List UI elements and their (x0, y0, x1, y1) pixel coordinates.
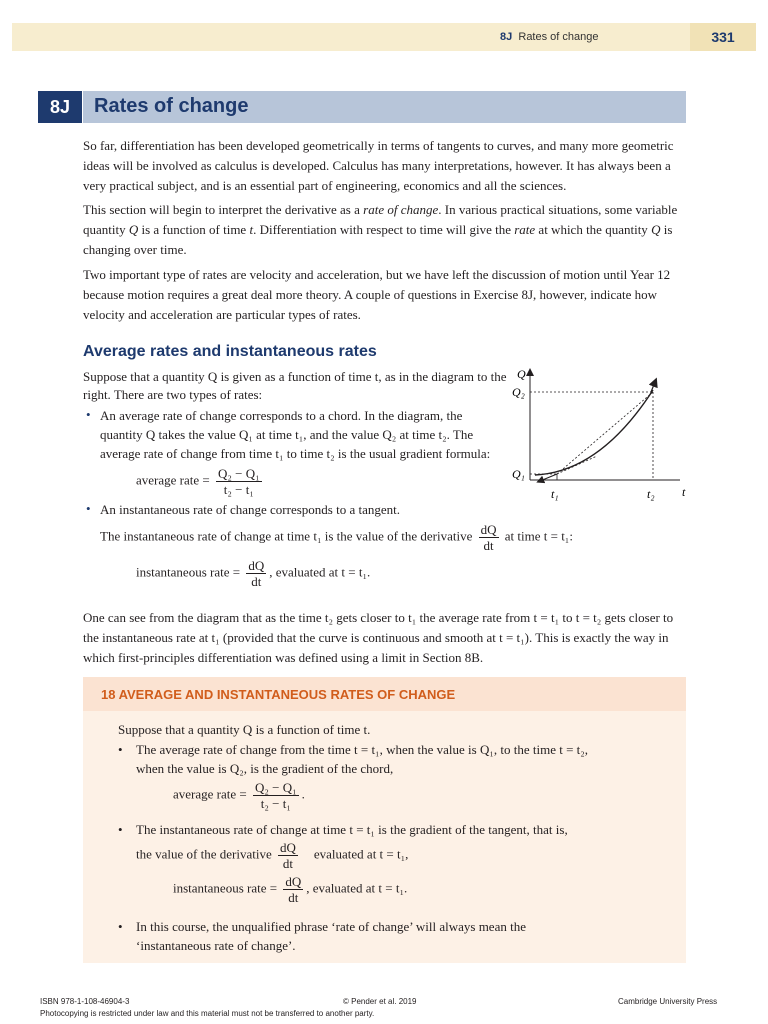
instantaneous-rate-label: instantaneous rate = (136, 564, 241, 580)
p2-text-f: is changing over time. (83, 222, 673, 257)
section-tag: 8J (38, 91, 82, 123)
box-derivative-fraction (278, 840, 298, 871)
p2-text-c: is a function of time (138, 222, 250, 237)
box-bullet-1-marker: • (118, 742, 123, 757)
running-header-name: Rates of change (518, 31, 599, 43)
p2-text-b: . In various practical situations, some variable quantity (83, 202, 678, 237)
box-derivative-line (136, 840, 408, 871)
p2-text-a: This section will begin to interpret the derivative as a (83, 202, 364, 217)
bullet-1-line-3: average rate of change from time t₁ to time t₂ is the usual gradient formula: (100, 446, 491, 461)
inst-line-text-a: The instantaneous rate of change at time t₁ is the value of the derivative (100, 528, 473, 544)
box-bullet-2-line-1: The instantaneous rate of change at time t = t₁ is the gradient of the tangent, that is, (136, 822, 568, 837)
dt-denominator: dt (288, 890, 299, 905)
dq-numerator: dQ (285, 874, 302, 889)
bullet-marker-2: • (86, 501, 91, 516)
q1-label: Q₁ (512, 467, 525, 481)
box-bullet-1-line-1: The average rate of change from the time t = t₁, when the value is Q₁, to the time t = t₂, (136, 742, 589, 757)
instantaneous-fraction (246, 558, 266, 589)
fraction-denominator: t₂ − t₁ (260, 796, 291, 811)
box-derivative-text: the value of the derivative (136, 846, 272, 862)
fraction-denominator: t₂ − t₁ (223, 482, 254, 497)
box-instantaneous-formula (173, 874, 407, 905)
rate-diagram (505, 362, 695, 507)
q-axis-label: Q (517, 367, 526, 381)
t2-label: t₂ (647, 487, 655, 501)
fraction-numerator: Q₂ − Q₁ (254, 780, 297, 795)
derivative-fraction (479, 522, 499, 553)
p2-text-e: at which the quantity (535, 222, 652, 237)
inst-line-text-b: at time t = t₁: (504, 528, 573, 544)
bullet-2-text: An instantaneous rate of change corresponds to a tangent. (100, 502, 400, 517)
intro-paragraph-1: So far, differentiation has been developed geometrically in terms of tangents to curves, and many more geometric ideas will be involved as calculus is developed. Calculus has many interpretations, however. It has always been a very practical subject, and is an essential part of engineering, economics and all the sciences. (83, 138, 674, 193)
box-bullet-3-marker: • (118, 919, 123, 934)
dq-numerator: dQ (279, 840, 296, 855)
box-instantaneous-fraction (283, 874, 303, 905)
running-header-code: 8J (500, 31, 513, 43)
average-rate-fraction (216, 466, 262, 497)
intro-paragraph-2: This section will begin to interpret the derivative as a rate of change. In various practical situations, some variable quantity Q is a function of time t. Differentiation with respect to time will give the rate at which the quantity Q is changing over time. (83, 202, 678, 257)
chord (557, 392, 653, 474)
box-derivative-eval: evaluated at t = t₁, (313, 846, 409, 862)
p2-text-d: . Differentiation with respect to time will give the (253, 222, 515, 237)
box-instantaneous-eval: , evaluated at t = t₁. (306, 880, 408, 896)
running-header-section (500, 31, 599, 43)
dq-numerator: dQ (480, 522, 497, 537)
subsection-closing-paragraph: One can see from the diagram that as the time t₂ gets closer to t₁ the average rate from t = t₁ to t = t₂ gets closer to the instantaneous rate at t₁ (provided that the curve is continuous and smooth at t = t₁). This is exactly the way in which first-principles differentiation was defined using a limit in Section 8B. (83, 610, 674, 665)
page-number: 331 (711, 29, 735, 45)
box-average-fraction (253, 780, 299, 811)
q2-label: Q₂ (512, 385, 525, 399)
box-bullet-3-line-1: In this course, the unqualified phrase ‘rate of change’ will always mean the (136, 919, 526, 934)
bullet-marker-1: • (86, 407, 91, 422)
box-bullet-2-marker: • (118, 822, 123, 837)
box-bullet-3-line-2: ‘instantaneous rate of change’. (136, 938, 296, 953)
p2-emphasis-rate-of-change: rate of change (363, 202, 439, 217)
footer-copyright: © Pender et al. 2019 (343, 997, 417, 1006)
subsection-line-1: Suppose that a quantity Q is given as a function of time t, as in the diagram to the (83, 369, 507, 384)
footer-publisher: Cambridge University Press (618, 997, 718, 1006)
average-rate-label: average rate = (136, 472, 210, 488)
instantaneous-rate-formula (136, 558, 370, 589)
dt-denominator: dt (483, 538, 494, 553)
t1-label: t₁ (551, 487, 559, 501)
dt-denominator: dt (282, 856, 293, 871)
instantaneous-eval: , evaluated at t = t₁. (269, 564, 371, 580)
p2-emphasis-rate: rate (514, 222, 536, 237)
box-line-1: Suppose that a quantity Q is a function of time t. (118, 722, 371, 737)
function-curve (535, 390, 653, 475)
bullet-1-line-1: An average rate of change corresponds to a chord. In the diagram, the (100, 408, 463, 423)
tangent (557, 456, 597, 474)
footer-isbn: ISBN 978-1-108-46904-3 (40, 997, 130, 1006)
dq-numerator: dQ (248, 558, 265, 573)
footer-notice: Photocopying is restricted under law and this material must not be transferred to another party. (40, 1009, 375, 1018)
box-bullet-1-line-2: when the value is Q₂, is the gradient of the chord, (136, 761, 394, 776)
section-title: Rates of change (94, 95, 249, 117)
fraction-numerator: Q₂ − Q₁ (217, 466, 260, 481)
instantaneous-derivative-line (100, 522, 573, 553)
box-average-rate-formula: average rate = $\frac{\text{Q₂ − Q₁}}{\text{t₂ − t₁}}$ . (173, 780, 305, 811)
t-axis-label: t (682, 485, 686, 499)
definition-box-title: 18 AVERAGE AND INSTANTANEOUS RATES OF CHANGE (101, 687, 456, 702)
box-instantaneous-label: instantaneous rate = (173, 880, 278, 896)
average-rate-formula (136, 466, 265, 497)
intro-paragraph-3: Two important type of rates are velocity and acceleration, but we have left the discussion of motion until Year 12 because motion requires a great deal more theory. A couple of questions in Exercise 8J, however, indicate how velocity and acceleration are particular types of rates. (83, 267, 671, 322)
bullet-1-line-2: quantity Q takes the value Q₁ at time t₁, and the value Q₂ at time t₂. The (100, 427, 474, 442)
subsection-line-2: right. There are two types of rates: (83, 387, 263, 402)
subsection-title: Average rates and instantaneous rates (83, 343, 377, 360)
box-average-rate-label: average rate = (173, 786, 247, 802)
dt-denominator: dt (251, 574, 262, 589)
